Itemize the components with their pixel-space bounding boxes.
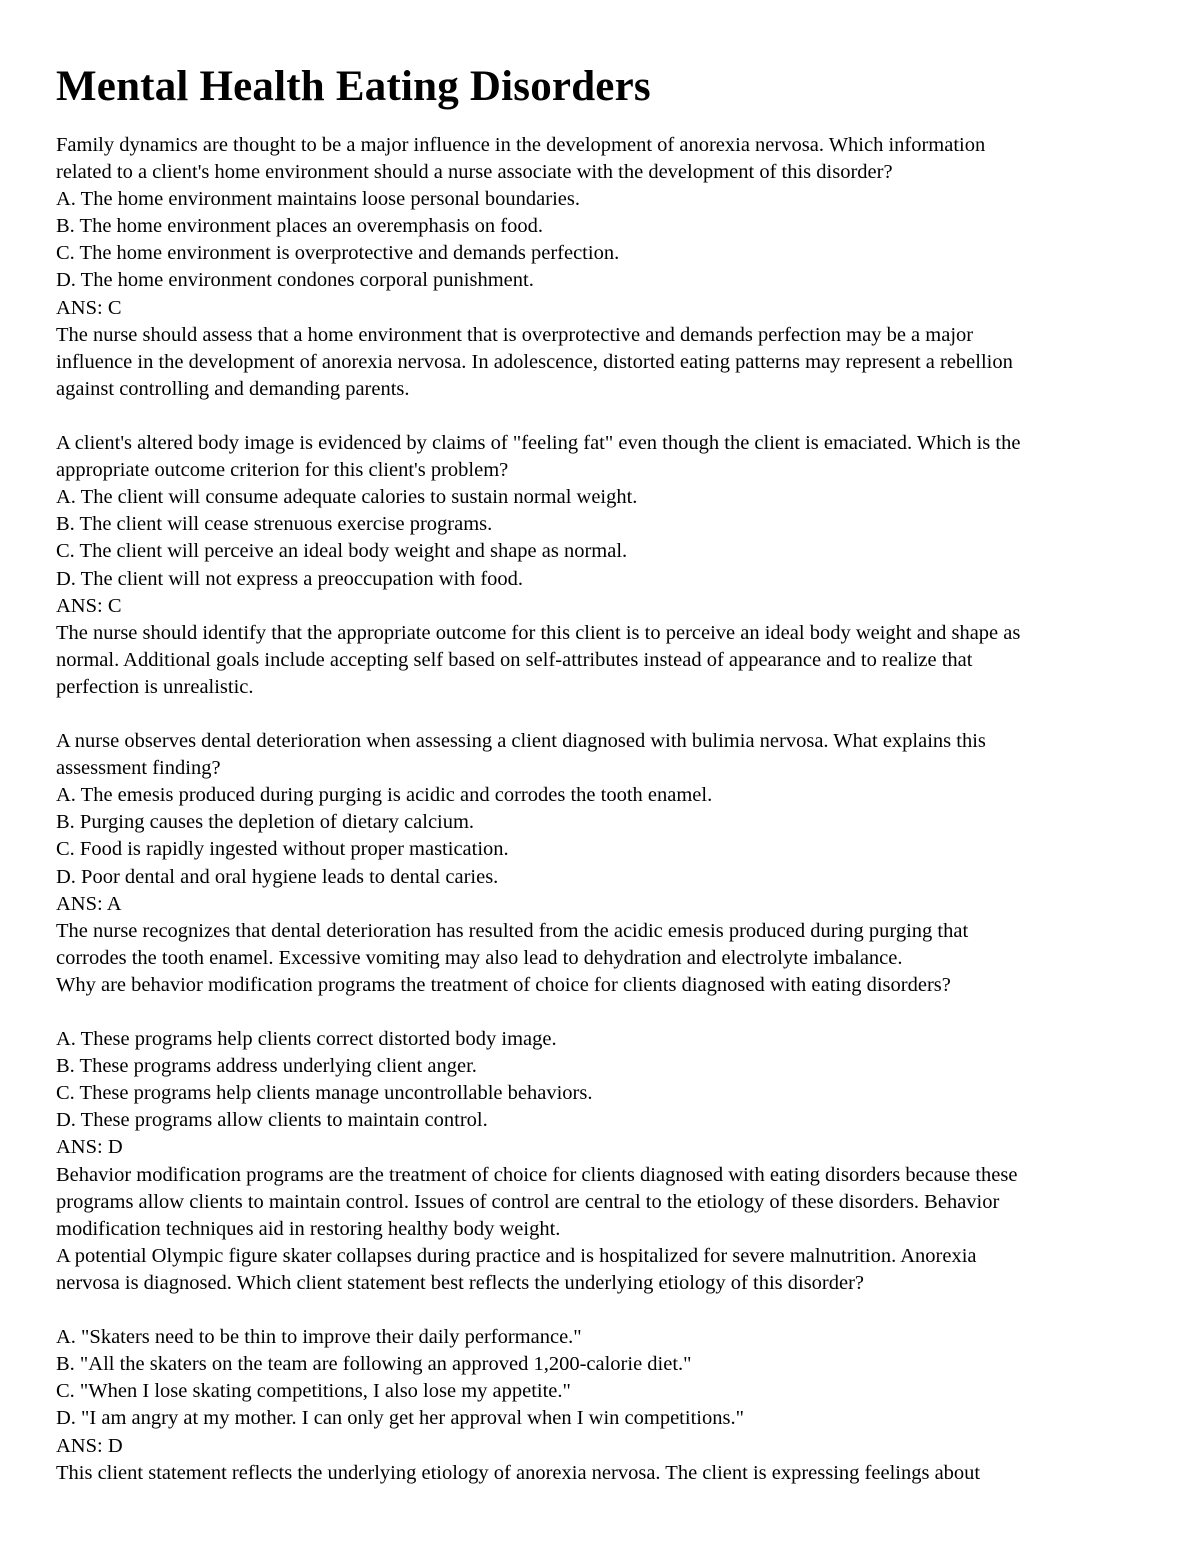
blank-line [56, 701, 1171, 728]
answer-option: B. These programs address underlying client anger. [56, 1055, 477, 1078]
text-line: Why are behavior modification programs the treatment of choice for clients diagnosed with eating disorders? [56, 973, 951, 996]
text-line: A potential Olympic figure skater collapses during practice and is hospitalized for severe malnutrition. Anorexia [56, 1244, 977, 1267]
answer-key: ANS: A [56, 892, 122, 915]
answer-option: A. These programs help clients correct distorted body image. [56, 1028, 557, 1051]
blank-line [56, 1297, 1171, 1324]
text-line: assessment finding? [56, 757, 221, 780]
answer-option: D. These programs allow clients to maintain control. [56, 1109, 488, 1132]
answer-key: ANS: D [56, 1136, 123, 1159]
answer-option: C. Food is rapidly ingested without proper mastication. [56, 838, 509, 861]
answer-key: ANS: C [56, 594, 122, 617]
answer-option: B. The client will cease strenuous exercise programs. [56, 513, 493, 536]
rationale-line: The nurse recognizes that dental deterioration has resulted from the acidic emesis produced during purging that [56, 919, 969, 942]
answer-option: B. "All the skaters on the team are following an approved 1,200-calorie diet." [56, 1353, 692, 1376]
answer-option: D. "I am angry at my mother. I can only get her approval when I win competitions." [56, 1407, 744, 1430]
rationale-line: normal. Additional goals include accepting self based on self-attributes instead of appearance and to realize that [56, 648, 973, 671]
answer-option: A. The emesis produced during purging is acidic and corrodes the tooth enamel. [56, 784, 713, 807]
rationale-line: programs allow clients to maintain control. Issues of control are central to the etiology of these disorders. Behavior [56, 1190, 1000, 1213]
answer-option: B. Purging causes the depletion of dietary calcium. [56, 811, 475, 834]
answer-option: C. The client will perceive an ideal body weight and shape as normal. [56, 540, 628, 563]
document-body [56, 132, 1171, 1487]
text-line: Family dynamics are thought to be a major influence in the development of anorexia nervosa. Which information [56, 134, 986, 156]
answer-option: A. "Skaters need to be thin to improve their daily performance." [56, 1326, 582, 1349]
rationale-line: influence in the development of anorexia nervosa. In adolescence, distorted eating patterns may represent a rebellion [56, 350, 1013, 373]
answer-key: ANS: C [56, 296, 122, 319]
answer-option: D. The home environment condones corporal punishment. [56, 269, 534, 292]
rationale-line: The nurse should assess that a home environment that is overprotective and demands perfection may be a major [56, 323, 974, 346]
rationale-line: modification techniques aid in restoring healthy body weight. [56, 1217, 561, 1240]
blank-line [56, 403, 1171, 430]
answer-option: B. The home environment places an overemphasis on food. [56, 215, 543, 238]
answer-option: A. The client will consume adequate calories to sustain normal weight. [56, 486, 638, 509]
answer-option: C. These programs help clients manage uncontrollable behaviors. [56, 1082, 593, 1105]
answer-key: ANS: D [56, 1434, 123, 1457]
rationale-line: The nurse should identify that the appropriate outcome for this client is to perceive an ideal body weight and shape as [56, 621, 1021, 644]
document-title: Mental Health Eating Disorders [56, 63, 651, 110]
answer-option: C. "When I lose skating competitions, I also lose my appetite." [56, 1380, 571, 1403]
text-line: appropriate outcome criterion for this client's problem? [56, 459, 509, 482]
text-line: A client's altered body image is evidenced by claims of "feeling fat" even though the client is emaciated. Which is the [56, 432, 1021, 455]
rationale-line: against controlling and demanding parents. [56, 377, 410, 400]
blank-line [56, 999, 1171, 1026]
answer-option: A. The home environment maintains loose personal boundaries. [56, 188, 580, 211]
rationale-line: perfection is unrealistic. [56, 675, 254, 698]
answer-option: C. The home environment is overprotective and demands perfection. [56, 242, 620, 265]
rationale-line: This client statement reflects the underlying etiology of anorexia nervosa. The client is expressing feelings about [56, 1461, 981, 1484]
answer-option: D. The client will not express a preoccupation with food. [56, 567, 524, 590]
answer-option: D. Poor dental and oral hygiene leads to dental caries. [56, 865, 499, 888]
rationale-line: Behavior modification programs are the treatment of choice for clients diagnosed with eating disorders because these [56, 1163, 1018, 1186]
document-page [56, 62, 1171, 1487]
text-line: A nurse observes dental deterioration when assessing a client diagnosed with bulimia nervosa. What explains this [56, 730, 986, 753]
text-line: nervosa is diagnosed. Which client statement best reflects the underlying etiology of this disorder? [56, 1271, 865, 1294]
rationale-line: corrodes the tooth enamel. Excessive vomiting may also lead to dehydration and electrolyte imbalance. [56, 946, 903, 969]
text-line: related to a client's home environment should a nurse associate with the development of this disorder? [56, 161, 893, 184]
